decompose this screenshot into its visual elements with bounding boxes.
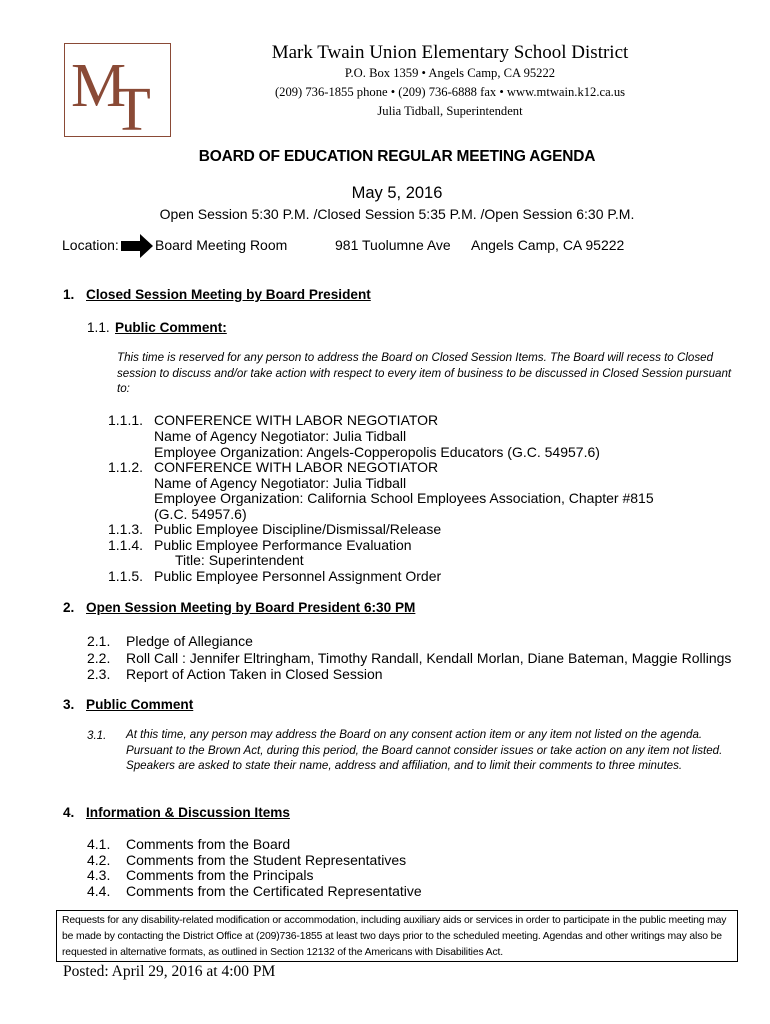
item-text: Name of Agency Negotiator: Julia Tidball: [154, 475, 407, 491]
section-2-number: 2.: [63, 600, 75, 615]
item-number: 4.3.: [87, 867, 111, 883]
item-number: 4.2.: [87, 852, 111, 868]
item-number: 1.1.2.: [108, 459, 144, 475]
item-number: 2.3.: [87, 666, 111, 682]
item-number: 1.1.4.: [108, 537, 144, 553]
section-3-number: 3.: [63, 697, 75, 712]
section-4-number: 4.: [63, 805, 75, 820]
item-text: Name of Agency Negotiator: Julia Tidball: [154, 428, 407, 444]
right-arrow-icon: [121, 234, 154, 258]
meeting-date: May 5, 2016: [351, 184, 443, 202]
section-1-number: 1.: [63, 287, 75, 302]
item-text: Public Employee Personnel Assignment Order: [154, 568, 442, 584]
item-number: 4.4.: [87, 883, 111, 899]
item-text: Comments from the Certificated Representative: [126, 883, 422, 899]
agenda-title: BOARD OF EDUCATION REGULAR MEETING AGENDA: [198, 148, 596, 165]
district-address: P.O. Box 1359 • Angels Camp, CA 95222: [344, 66, 556, 80]
posted-date: Posted: April 29, 2016 at 4:00 PM: [63, 963, 276, 980]
item-text: CONFERENCE WITH LABOR NEGOTIATOR: [154, 459, 439, 475]
item-text: Employee Organization: Angels-Copperopolis Educators (G.C. 54957.6): [154, 444, 600, 460]
item-text: Comments from the Student Representatives: [126, 852, 407, 868]
item-text: Report of Action Taken in Closed Session: [126, 666, 383, 682]
location-label: Location:: [62, 237, 119, 253]
item-number: 1.1.5.: [108, 568, 144, 584]
location-room: Board Meeting Room: [155, 237, 288, 253]
location-city: Angels Camp, CA 95222: [471, 237, 625, 253]
item-text: Public Employee Performance Evaluation: [154, 537, 412, 553]
item-number: 1.1.3.: [108, 521, 144, 537]
item-text: Title: Superintendent: [175, 552, 304, 568]
superintendent: Julia Tidball, Superintendent: [377, 104, 523, 118]
roll-call-text: Roll Call : Jennifer Eltringham, Timothy Randall, Kendall Morlan, Diane Bateman, Maggie Rollings: [126, 650, 732, 666]
item-text: Employee Organization: California School Employees Association, Chapter #815: [154, 490, 654, 506]
item-number: 2.1.: [87, 633, 111, 649]
district-name: Mark Twain Union Elementary School District: [271, 42, 629, 63]
section-3-title: Public Comment: [86, 697, 194, 712]
public-comment-note: At this time, any person may address the Board on any consent action item or any item not listed on the agenda. Pursuant to the Brown Act, during this period, the Board cannot consider issues or take action on any item not listed. Speakers are asked to state their name, address and affiliation, and to limit their comments to three minutes.: [126, 728, 723, 772]
item-number: 3.1.: [87, 729, 107, 742]
location-street: 981 Tuolumne Ave: [335, 237, 451, 253]
subsection-1-1-title: Public Comment:: [115, 320, 227, 335]
logo-monogram: [65, 44, 170, 136]
item-text: Pledge of Allegiance: [126, 633, 253, 649]
item-number: 4.1.: [87, 836, 111, 852]
logo-letter-m: M: [71, 52, 127, 120]
item-text: Public Employee Discipline/Dismissal/Release: [154, 521, 442, 537]
closed-session-note: This time is reserved for any person to address the Board on Closed Session Items. The Board will recess to Closed session to discuss and/or take action with respect to every item of business to be discussed in Closed Session pursuant to:: [117, 351, 732, 395]
subsection-1-1-number: 1.1.: [87, 320, 110, 335]
district-logo: [64, 43, 171, 137]
section-2-title: Open Session Meeting by Board President 6:30 PM: [86, 600, 416, 615]
item-text: (G.C. 54957.6): [154, 506, 247, 522]
item-text: Comments from the Board: [126, 836, 291, 852]
item-text: Comments from the Principals: [126, 867, 314, 883]
accessibility-notice: Requests for any disability-related modification or accommodation, including auxiliary aids or services in order to participate in the public meeting may be made by contacting the District Office at (209)736-1855 at least two days prior to the scheduled meeting. Agendas and other writings may also be requested in alternative formats, as outlined in Section 12132 of the Americans with Disabilities Act.: [56, 910, 738, 962]
item-number: 2.2.: [87, 650, 111, 666]
item-text: CONFERENCE WITH LABOR NEGOTIATOR: [154, 412, 439, 428]
section-4-title: Information & Discussion Items: [86, 805, 290, 820]
item-number: 1.1.1.: [108, 412, 144, 428]
section-1-title: Closed Session Meeting by Board President: [86, 287, 371, 302]
session-times: Open Session 5:30 P.M. /Closed Session 5:35 P.M. /Open Session 6:30 P.M.: [159, 206, 635, 222]
district-contact: (209) 736-1855 phone • (209) 736-6888 fax • www.mtwain.k12.ca.us: [274, 85, 626, 99]
logo-letter-t: T: [113, 76, 151, 136]
